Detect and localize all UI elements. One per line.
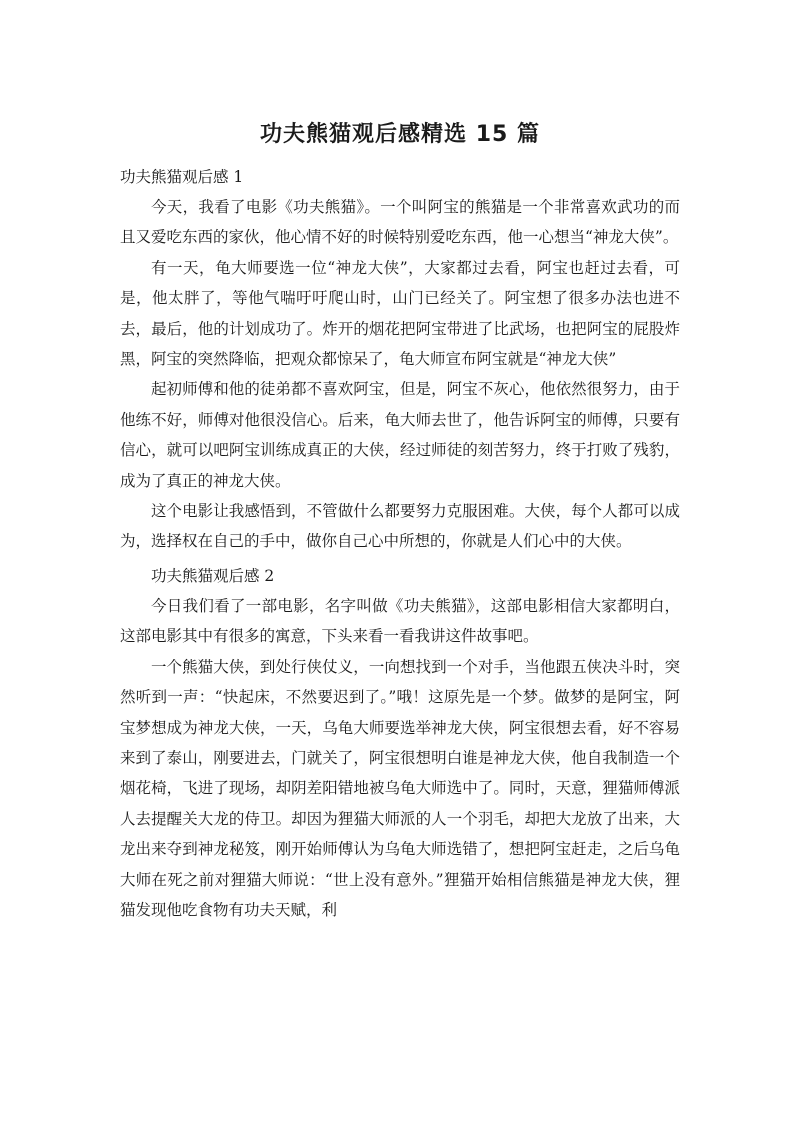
section-1 (120, 162, 680, 557)
paragraph: 起初师傅和他的徒弟都不喜欢阿宝，但是，阿宝不灰心，他依然很努力，由于他练不好，师傅对他很没信心。后来，龟大师去世了，他告诉阿宝的师傅，只要有信心，就可以吧阿宝训练成真正的大侠，经过师徒的刻苦努力，终于打败了残豹，成为了真正的神龙大侠。 (120, 380, 680, 490)
document-page (120, 118, 680, 925)
section-heading: 功夫熊猫观后感 2 (151, 566, 275, 585)
paragraph: 这个电影让我感悟到，不管做什么都要努力克服困难。大侠，每个人都可以成为，选择权在自己的手中，做你自己心中所想的，你就是人们心中的大侠。 (120, 502, 680, 551)
paragraph: 今日我们看了一部电影，名字叫做《功夫熊猫》，这部电影相信大家都明白，这部电影其中有很多的寓意，下头来看一看我讲这件故事吧。 (120, 596, 680, 646)
paragraph: 有一天，龟大师要选一位“神龙大侠”，大家都过去看，阿宝也赶过去看，可是，他太胖了，等他气喘吁吁爬山时，山门已经关了。阿宝想了很多办法也进不去，最后，他的计划成功了。炸开的烟花把阿宝带进了比武场，也把阿宝的屁股炸黑，阿宝的突然降临，把观众都惊呆了，龟大师宣布阿宝就是“神龙大侠” (120, 258, 680, 369)
document-title: 功夫熊猫观后感精选 15 篇 (260, 122, 540, 147)
paragraph: 一个熊猫大侠，到处行侠仗义，一向想找到一个对手，当他跟五侠决斗时，突然听到一声：“快起床，不然要迟到了。”哦！这原先是一个梦。做梦的是阿宝，阿宝梦想成为神龙大侠，一天，乌龟大师要选举神龙大侠，阿宝很想去看，好不容易来到了泰山，刚要进去，门就关了，阿宝很想明白谁是神龙大侠，他自我制造一个烟花椅，飞进了现场，却阴差阳错地被乌龟大师选中了。同时，天意，狸猫师傅派人去提醒关大龙的侍卫。却因为狸猫大师派的人一个羽毛，却把大龙放了出来，大龙出来夺到神龙秘笈，刚开始师傅认为乌龟大师选错了，想把阿宝赶走，之后乌龟大师在死之前对狸猫大师说：“世上没有意外。”狸猫开始相信熊猫是神龙大侠，狸猫发现他吃食物有功夫天赋，利 (120, 657, 680, 919)
section-heading: 功夫熊猫观后感 1 (120, 168, 244, 186)
paragraph: 今天，我看了电影《功夫熊猫》。一个叫阿宝的熊猫是一个非常喜欢武功的而且又爱吃东西的家伙，他心情不好的时候特别爱吃东西，他一心想当“神龙大侠”。 (120, 198, 680, 247)
section-2 (120, 561, 680, 925)
